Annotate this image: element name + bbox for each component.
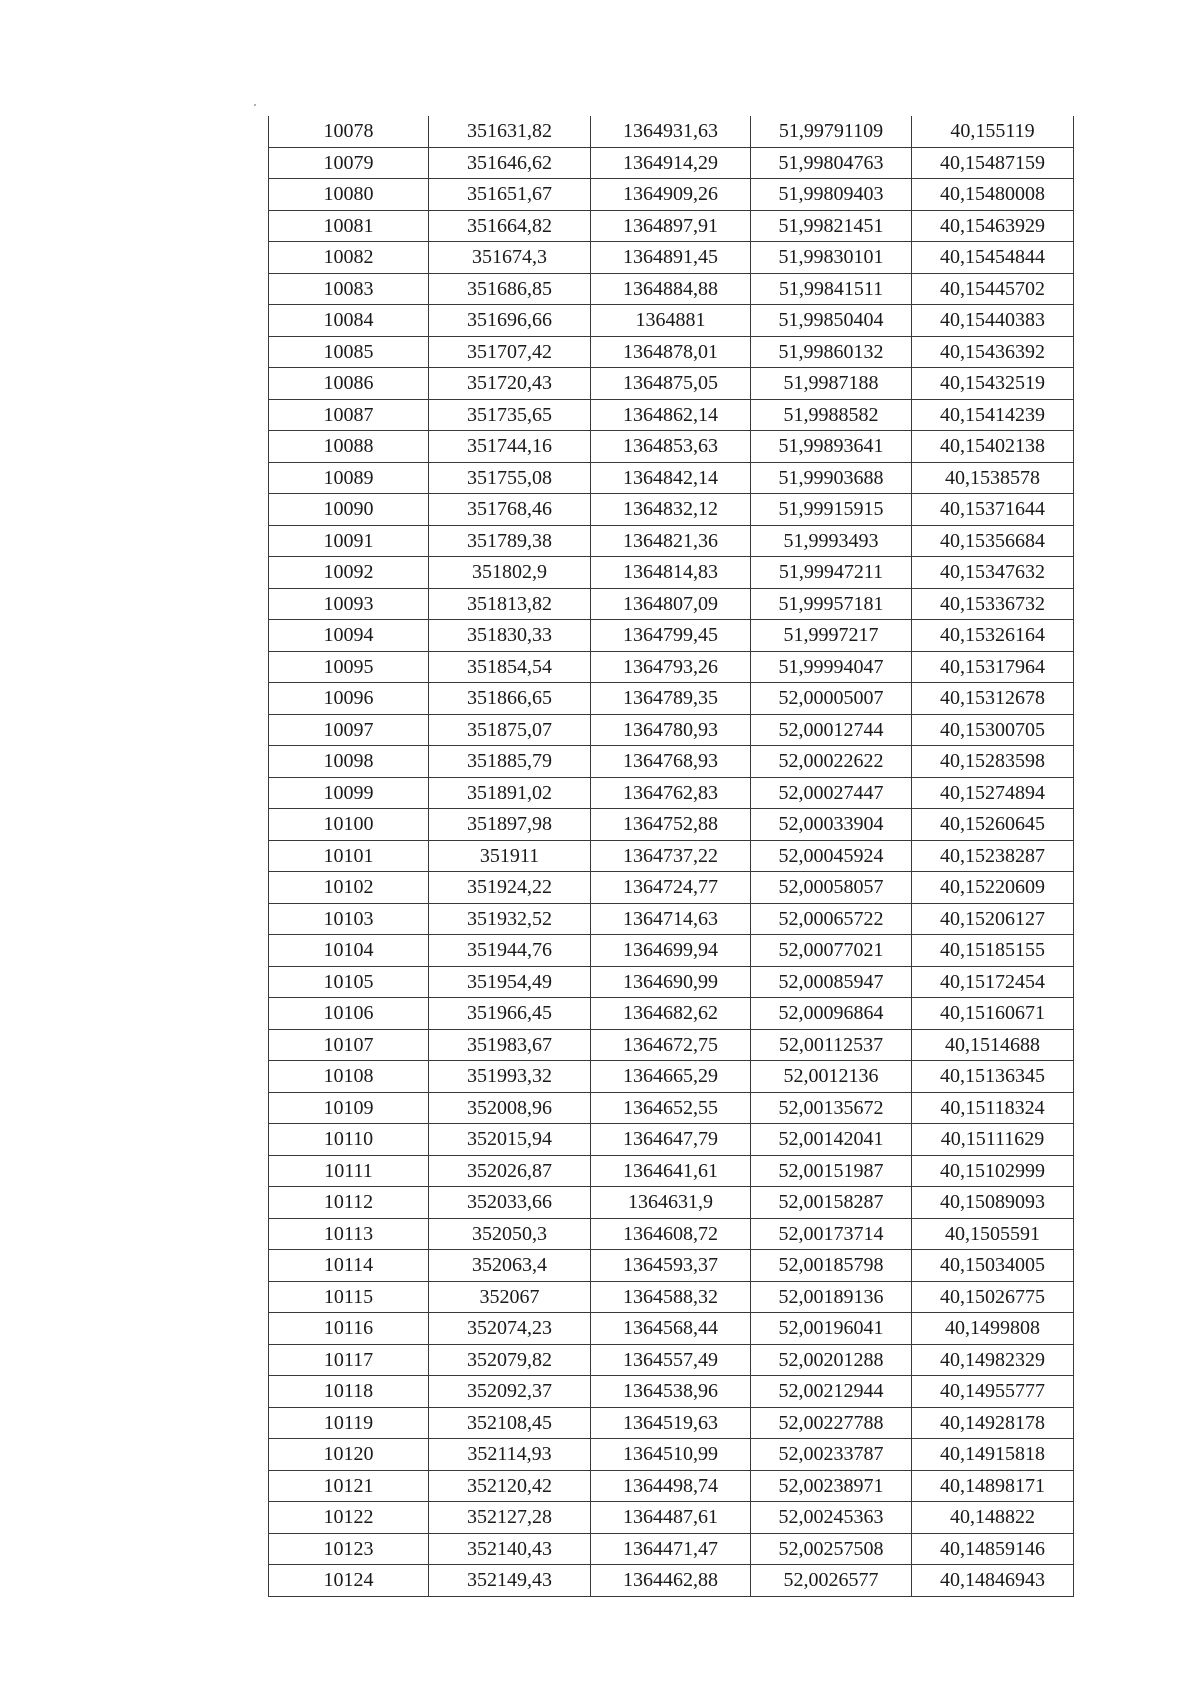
longitude-cell: 40,1499808 xyxy=(912,1313,1074,1345)
table-row xyxy=(269,872,1074,904)
y-coordinate-cell: 1364510,99 xyxy=(591,1439,751,1471)
y-coordinate-cell: 1364588,32 xyxy=(591,1281,751,1313)
x-coordinate-cell: 351854,54 xyxy=(429,651,591,683)
longitude-cell: 40,14982329 xyxy=(912,1344,1074,1376)
y-coordinate-cell: 1364641,61 xyxy=(591,1155,751,1187)
latitude-cell: 52,00257508 xyxy=(751,1533,912,1565)
longitude-cell: 40,15118324 xyxy=(912,1092,1074,1124)
point-number-cell: 10098 xyxy=(269,746,429,778)
longitude-cell: 40,155119 xyxy=(912,116,1074,147)
longitude-cell: 40,15436392 xyxy=(912,336,1074,368)
x-coordinate-cell: 351924,22 xyxy=(429,872,591,904)
point-number-cell: 10097 xyxy=(269,714,429,746)
x-coordinate-cell: 351768,46 xyxy=(429,494,591,526)
latitude-cell: 52,00233787 xyxy=(751,1439,912,1471)
x-coordinate-cell: 351651,67 xyxy=(429,179,591,211)
longitude-cell: 40,15317964 xyxy=(912,651,1074,683)
point-number-cell: 10079 xyxy=(269,147,429,179)
table-row xyxy=(269,1565,1074,1597)
table-row xyxy=(269,903,1074,935)
latitude-cell: 52,00112537 xyxy=(751,1029,912,1061)
latitude-cell: 51,99841511 xyxy=(751,273,912,305)
y-coordinate-cell: 1364752,88 xyxy=(591,809,751,841)
table-row xyxy=(269,494,1074,526)
x-coordinate-cell: 351631,82 xyxy=(429,116,591,147)
latitude-cell: 52,00196041 xyxy=(751,1313,912,1345)
x-coordinate-cell: 352033,66 xyxy=(429,1187,591,1219)
y-coordinate-cell: 1364897,91 xyxy=(591,210,751,242)
x-coordinate-cell: 351885,79 xyxy=(429,746,591,778)
point-number-cell: 10116 xyxy=(269,1313,429,1345)
point-number-cell: 10095 xyxy=(269,651,429,683)
table-row xyxy=(269,210,1074,242)
latitude-cell: 51,99830101 xyxy=(751,242,912,274)
latitude-cell: 52,0012136 xyxy=(751,1061,912,1093)
longitude-cell: 40,15283598 xyxy=(912,746,1074,778)
point-number-cell: 10090 xyxy=(269,494,429,526)
point-number-cell: 10089 xyxy=(269,462,429,494)
y-coordinate-cell: 1364538,96 xyxy=(591,1376,751,1408)
longitude-cell: 40,15260645 xyxy=(912,809,1074,841)
longitude-cell: 40,1514688 xyxy=(912,1029,1074,1061)
longitude-cell: 40,15102999 xyxy=(912,1155,1074,1187)
y-coordinate-cell: 1364593,37 xyxy=(591,1250,751,1282)
y-coordinate-cell: 1364853,63 xyxy=(591,431,751,463)
point-number-cell: 10092 xyxy=(269,557,429,589)
x-coordinate-cell: 352108,45 xyxy=(429,1407,591,1439)
latitude-cell: 51,99809403 xyxy=(751,179,912,211)
latitude-cell: 51,99893641 xyxy=(751,431,912,463)
point-number-cell: 10086 xyxy=(269,368,429,400)
y-coordinate-cell: 1364914,29 xyxy=(591,147,751,179)
y-coordinate-cell: 1364780,93 xyxy=(591,714,751,746)
latitude-cell: 51,99915915 xyxy=(751,494,912,526)
longitude-cell: 40,15274894 xyxy=(912,777,1074,809)
table-row xyxy=(269,305,1074,337)
latitude-cell: 52,00096864 xyxy=(751,998,912,1030)
point-number-cell: 10114 xyxy=(269,1250,429,1282)
y-coordinate-cell: 1364793,26 xyxy=(591,651,751,683)
table-row xyxy=(269,1029,1074,1061)
x-coordinate-cell: 352092,37 xyxy=(429,1376,591,1408)
latitude-cell: 52,00151987 xyxy=(751,1155,912,1187)
longitude-cell: 40,15238287 xyxy=(912,840,1074,872)
longitude-cell: 40,15026775 xyxy=(912,1281,1074,1313)
table-row xyxy=(269,777,1074,809)
point-number-cell: 10082 xyxy=(269,242,429,274)
table-row xyxy=(269,1439,1074,1471)
table-row xyxy=(269,840,1074,872)
point-number-cell: 10084 xyxy=(269,305,429,337)
x-coordinate-cell: 352140,43 xyxy=(429,1533,591,1565)
point-number-cell: 10078 xyxy=(269,116,429,147)
x-coordinate-cell: 351966,45 xyxy=(429,998,591,1030)
y-coordinate-cell: 1364875,05 xyxy=(591,368,751,400)
y-coordinate-cell: 1364647,79 xyxy=(591,1124,751,1156)
longitude-cell: 40,15371644 xyxy=(912,494,1074,526)
longitude-cell: 40,15160671 xyxy=(912,998,1074,1030)
longitude-cell: 40,15220609 xyxy=(912,872,1074,904)
latitude-cell: 52,00077021 xyxy=(751,935,912,967)
longitude-cell: 40,148822 xyxy=(912,1502,1074,1534)
x-coordinate-cell: 351664,82 xyxy=(429,210,591,242)
longitude-cell: 40,14928178 xyxy=(912,1407,1074,1439)
latitude-cell: 52,0026577 xyxy=(751,1565,912,1597)
y-coordinate-cell: 1364807,09 xyxy=(591,588,751,620)
longitude-cell: 40,15336732 xyxy=(912,588,1074,620)
x-coordinate-cell: 352050,3 xyxy=(429,1218,591,1250)
latitude-cell: 51,9993493 xyxy=(751,525,912,557)
latitude-cell: 52,00135672 xyxy=(751,1092,912,1124)
longitude-cell: 40,15312678 xyxy=(912,683,1074,715)
table-row xyxy=(269,368,1074,400)
table-row xyxy=(269,1533,1074,1565)
latitude-cell: 52,00201288 xyxy=(751,1344,912,1376)
x-coordinate-cell: 351944,76 xyxy=(429,935,591,967)
y-coordinate-cell: 1364652,55 xyxy=(591,1092,751,1124)
point-number-cell: 10110 xyxy=(269,1124,429,1156)
point-number-cell: 10122 xyxy=(269,1502,429,1534)
longitude-cell: 40,15432519 xyxy=(912,368,1074,400)
table-row xyxy=(269,683,1074,715)
y-coordinate-cell: 1364608,72 xyxy=(591,1218,751,1250)
latitude-cell: 51,9997217 xyxy=(751,620,912,652)
coordinates-table-body xyxy=(269,116,1074,1596)
longitude-cell: 40,15480008 xyxy=(912,179,1074,211)
table-row xyxy=(269,588,1074,620)
latitude-cell: 51,99804763 xyxy=(751,147,912,179)
table-row xyxy=(269,1218,1074,1250)
x-coordinate-cell: 351720,43 xyxy=(429,368,591,400)
y-coordinate-cell: 1364762,83 xyxy=(591,777,751,809)
table-row xyxy=(269,147,1074,179)
point-number-cell: 10080 xyxy=(269,179,429,211)
longitude-cell: 40,14859146 xyxy=(912,1533,1074,1565)
longitude-cell: 40,14955777 xyxy=(912,1376,1074,1408)
y-coordinate-cell: 1364557,49 xyxy=(591,1344,751,1376)
table-row xyxy=(269,1155,1074,1187)
point-number-cell: 10117 xyxy=(269,1344,429,1376)
x-coordinate-cell: 351954,49 xyxy=(429,966,591,998)
y-coordinate-cell: 1364814,83 xyxy=(591,557,751,589)
point-number-cell: 10111 xyxy=(269,1155,429,1187)
table-row xyxy=(269,809,1074,841)
table-row xyxy=(269,1344,1074,1376)
point-number-cell: 10100 xyxy=(269,809,429,841)
y-coordinate-cell: 1364519,63 xyxy=(591,1407,751,1439)
y-coordinate-cell: 1364631,9 xyxy=(591,1187,751,1219)
table-row xyxy=(269,179,1074,211)
table-row xyxy=(269,399,1074,431)
longitude-cell: 40,1538578 xyxy=(912,462,1074,494)
y-coordinate-cell: 1364498,74 xyxy=(591,1470,751,1502)
longitude-cell: 40,15300705 xyxy=(912,714,1074,746)
latitude-cell: 52,00065722 xyxy=(751,903,912,935)
y-coordinate-cell: 1364724,77 xyxy=(591,872,751,904)
table-row xyxy=(269,1281,1074,1313)
point-number-cell: 10123 xyxy=(269,1533,429,1565)
table-row xyxy=(269,620,1074,652)
x-coordinate-cell: 351866,65 xyxy=(429,683,591,715)
y-coordinate-cell: 1364737,22 xyxy=(591,840,751,872)
table-row xyxy=(269,1502,1074,1534)
longitude-cell: 40,15326164 xyxy=(912,620,1074,652)
y-coordinate-cell: 1364568,44 xyxy=(591,1313,751,1345)
y-coordinate-cell: 1364931,63 xyxy=(591,116,751,147)
latitude-cell: 51,99994047 xyxy=(751,651,912,683)
longitude-cell: 40,15440383 xyxy=(912,305,1074,337)
table-row xyxy=(269,1407,1074,1439)
x-coordinate-cell: 351755,08 xyxy=(429,462,591,494)
x-coordinate-cell: 351875,07 xyxy=(429,714,591,746)
latitude-cell: 52,00045924 xyxy=(751,840,912,872)
point-number-cell: 10085 xyxy=(269,336,429,368)
latitude-cell: 51,9988582 xyxy=(751,399,912,431)
latitude-cell: 51,99903688 xyxy=(751,462,912,494)
latitude-cell: 52,00185798 xyxy=(751,1250,912,1282)
point-number-cell: 10106 xyxy=(269,998,429,1030)
longitude-cell: 40,15185155 xyxy=(912,935,1074,967)
point-number-cell: 10091 xyxy=(269,525,429,557)
latitude-cell: 52,00189136 xyxy=(751,1281,912,1313)
y-coordinate-cell: 1364832,12 xyxy=(591,494,751,526)
x-coordinate-cell: 352008,96 xyxy=(429,1092,591,1124)
x-coordinate-cell: 351646,62 xyxy=(429,147,591,179)
point-number-cell: 10118 xyxy=(269,1376,429,1408)
table-row xyxy=(269,998,1074,1030)
longitude-cell: 40,15111629 xyxy=(912,1124,1074,1156)
point-number-cell: 10081 xyxy=(269,210,429,242)
longitude-cell: 40,15136345 xyxy=(912,1061,1074,1093)
latitude-cell: 51,99860132 xyxy=(751,336,912,368)
x-coordinate-cell: 351993,32 xyxy=(429,1061,591,1093)
longitude-cell: 40,15463929 xyxy=(912,210,1074,242)
y-coordinate-cell: 1364862,14 xyxy=(591,399,751,431)
longitude-cell: 40,14915818 xyxy=(912,1439,1074,1471)
y-coordinate-cell: 1364672,75 xyxy=(591,1029,751,1061)
longitude-cell: 40,14898171 xyxy=(912,1470,1074,1502)
point-number-cell: 10088 xyxy=(269,431,429,463)
table-row xyxy=(269,116,1074,147)
point-number-cell: 10109 xyxy=(269,1092,429,1124)
y-coordinate-cell: 1364881 xyxy=(591,305,751,337)
point-number-cell: 10099 xyxy=(269,777,429,809)
latitude-cell: 52,00058057 xyxy=(751,872,912,904)
table-row xyxy=(269,273,1074,305)
x-coordinate-cell: 352063,4 xyxy=(429,1250,591,1282)
x-coordinate-cell: 351789,38 xyxy=(429,525,591,557)
x-coordinate-cell: 352149,43 xyxy=(429,1565,591,1597)
point-number-cell: 10087 xyxy=(269,399,429,431)
latitude-cell: 51,99850404 xyxy=(751,305,912,337)
table-row xyxy=(269,525,1074,557)
y-coordinate-cell: 1364699,94 xyxy=(591,935,751,967)
latitude-cell: 51,99947211 xyxy=(751,557,912,589)
point-number-cell: 10104 xyxy=(269,935,429,967)
longitude-cell: 40,15089093 xyxy=(912,1187,1074,1219)
y-coordinate-cell: 1364462,88 xyxy=(591,1565,751,1597)
table-row xyxy=(269,966,1074,998)
x-coordinate-cell: 352079,82 xyxy=(429,1344,591,1376)
table-row xyxy=(269,336,1074,368)
x-coordinate-cell: 352067 xyxy=(429,1281,591,1313)
x-coordinate-cell: 352127,28 xyxy=(429,1502,591,1534)
y-coordinate-cell: 1364891,45 xyxy=(591,242,751,274)
x-coordinate-cell: 351983,67 xyxy=(429,1029,591,1061)
longitude-cell: 40,15487159 xyxy=(912,147,1074,179)
longitude-cell: 40,15347632 xyxy=(912,557,1074,589)
y-coordinate-cell: 1364487,61 xyxy=(591,1502,751,1534)
coordinates-table xyxy=(268,116,1074,1597)
latitude-cell: 52,00245363 xyxy=(751,1502,912,1534)
table-row xyxy=(269,1092,1074,1124)
latitude-cell: 52,00227788 xyxy=(751,1407,912,1439)
y-coordinate-cell: 1364665,29 xyxy=(591,1061,751,1093)
table-row xyxy=(269,1061,1074,1093)
longitude-cell: 40,15414239 xyxy=(912,399,1074,431)
point-number-cell: 10102 xyxy=(269,872,429,904)
x-coordinate-cell: 351686,85 xyxy=(429,273,591,305)
point-number-cell: 10108 xyxy=(269,1061,429,1093)
longitude-cell: 40,15172454 xyxy=(912,966,1074,998)
point-number-cell: 10107 xyxy=(269,1029,429,1061)
longitude-cell: 40,14846943 xyxy=(912,1565,1074,1597)
x-coordinate-cell: 351911 xyxy=(429,840,591,872)
longitude-cell: 40,15454844 xyxy=(912,242,1074,274)
table-row xyxy=(269,714,1074,746)
y-coordinate-cell: 1364682,62 xyxy=(591,998,751,1030)
latitude-cell: 52,00158287 xyxy=(751,1187,912,1219)
x-coordinate-cell: 351707,42 xyxy=(429,336,591,368)
y-coordinate-cell: 1364878,01 xyxy=(591,336,751,368)
point-number-cell: 10113 xyxy=(269,1218,429,1250)
y-coordinate-cell: 1364799,45 xyxy=(591,620,751,652)
point-number-cell: 10115 xyxy=(269,1281,429,1313)
latitude-cell: 51,99821451 xyxy=(751,210,912,242)
longitude-cell: 40,1505591 xyxy=(912,1218,1074,1250)
table-row xyxy=(269,1187,1074,1219)
point-number-cell: 10121 xyxy=(269,1470,429,1502)
x-coordinate-cell: 351696,66 xyxy=(429,305,591,337)
table-row xyxy=(269,651,1074,683)
x-coordinate-cell: 352120,42 xyxy=(429,1470,591,1502)
latitude-cell: 52,00027447 xyxy=(751,777,912,809)
point-number-cell: 10093 xyxy=(269,588,429,620)
point-number-cell: 10120 xyxy=(269,1439,429,1471)
latitude-cell: 52,00005007 xyxy=(751,683,912,715)
scan-speck xyxy=(254,104,256,106)
point-number-cell: 10119 xyxy=(269,1407,429,1439)
latitude-cell: 52,00012744 xyxy=(751,714,912,746)
longitude-cell: 40,15034005 xyxy=(912,1250,1074,1282)
table-row xyxy=(269,242,1074,274)
table-row xyxy=(269,1313,1074,1345)
point-number-cell: 10101 xyxy=(269,840,429,872)
latitude-cell: 52,00085947 xyxy=(751,966,912,998)
point-number-cell: 10096 xyxy=(269,683,429,715)
longitude-cell: 40,15445702 xyxy=(912,273,1074,305)
longitude-cell: 40,15402138 xyxy=(912,431,1074,463)
point-number-cell: 10112 xyxy=(269,1187,429,1219)
x-coordinate-cell: 352015,94 xyxy=(429,1124,591,1156)
y-coordinate-cell: 1364884,88 xyxy=(591,273,751,305)
latitude-cell: 52,00173714 xyxy=(751,1218,912,1250)
point-number-cell: 10105 xyxy=(269,966,429,998)
point-number-cell: 10103 xyxy=(269,903,429,935)
table-row xyxy=(269,1470,1074,1502)
table-row xyxy=(269,557,1074,589)
latitude-cell: 52,00238971 xyxy=(751,1470,912,1502)
table-row xyxy=(269,431,1074,463)
y-coordinate-cell: 1364690,99 xyxy=(591,966,751,998)
x-coordinate-cell: 351744,16 xyxy=(429,431,591,463)
latitude-cell: 52,00022622 xyxy=(751,746,912,778)
latitude-cell: 52,00033904 xyxy=(751,809,912,841)
y-coordinate-cell: 1364471,47 xyxy=(591,1533,751,1565)
x-coordinate-cell: 351735,65 xyxy=(429,399,591,431)
y-coordinate-cell: 1364909,26 xyxy=(591,179,751,211)
x-coordinate-cell: 351932,52 xyxy=(429,903,591,935)
x-coordinate-cell: 352114,93 xyxy=(429,1439,591,1471)
y-coordinate-cell: 1364789,35 xyxy=(591,683,751,715)
latitude-cell: 51,99791109 xyxy=(751,116,912,147)
y-coordinate-cell: 1364768,93 xyxy=(591,746,751,778)
table-row xyxy=(269,1376,1074,1408)
latitude-cell: 52,00212944 xyxy=(751,1376,912,1408)
x-coordinate-cell: 351674,3 xyxy=(429,242,591,274)
longitude-cell: 40,15206127 xyxy=(912,903,1074,935)
x-coordinate-cell: 352074,23 xyxy=(429,1313,591,1345)
point-number-cell: 10124 xyxy=(269,1565,429,1597)
y-coordinate-cell: 1364714,63 xyxy=(591,903,751,935)
latitude-cell: 51,99957181 xyxy=(751,588,912,620)
x-coordinate-cell: 352026,87 xyxy=(429,1155,591,1187)
table-row xyxy=(269,746,1074,778)
y-coordinate-cell: 1364821,36 xyxy=(591,525,751,557)
y-coordinate-cell: 1364842,14 xyxy=(591,462,751,494)
latitude-cell: 51,9987188 xyxy=(751,368,912,400)
x-coordinate-cell: 351813,82 xyxy=(429,588,591,620)
point-number-cell: 10094 xyxy=(269,620,429,652)
table-row xyxy=(269,1124,1074,1156)
table-row xyxy=(269,1250,1074,1282)
table-row xyxy=(269,462,1074,494)
latitude-cell: 52,00142041 xyxy=(751,1124,912,1156)
x-coordinate-cell: 351897,98 xyxy=(429,809,591,841)
x-coordinate-cell: 351891,02 xyxy=(429,777,591,809)
x-coordinate-cell: 351830,33 xyxy=(429,620,591,652)
longitude-cell: 40,15356684 xyxy=(912,525,1074,557)
table-row xyxy=(269,935,1074,967)
x-coordinate-cell: 351802,9 xyxy=(429,557,591,589)
point-number-cell: 10083 xyxy=(269,273,429,305)
